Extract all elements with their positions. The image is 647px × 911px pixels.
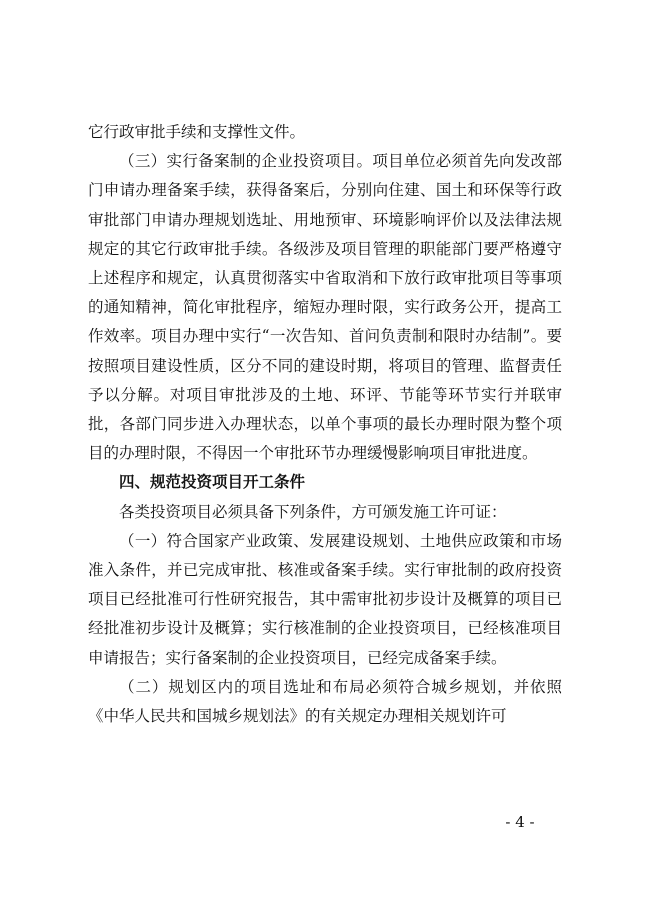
paragraph-continuation: 它行政审批手续和支撑性文件。 [88,123,306,141]
section-heading: 四、规范投资项目开工条件 [119,473,306,492]
body-text [88,118,562,731]
paragraph-filing-projects: （三）实行备案制的企业投资项目。项目单位必须首先向发改部门申请办理备案手续，获得备案后，分别向住建、国土和环保等行政审批部门申请办理规划选址、用地预审、环境影响评价以及法律法规规定的其它行政审批手续。各级涉及项目管理的职能部门要严格遵守上述程序和规定，认真贯彻落实中省取消和下放行政审批项目等事项的通知精神，简化审批程序，缩短办理时限，实行政务公开，提高工作效率。项目办理中实行“一次告知、首问负责制和限时办结制”。要按照项目建设性质，区分不同的建设时期，将项目的管理、监督责任予以分解。对项目审批涉及的土地、环评、节能等环节实行并联审批，各部门同步进入办理状态，以单个事项的最长办理时限为整个项目的办理时限，不得因一个审批环节办理缓慢影响项目审批进度。 [88,152,562,463]
paragraph-intro: 各类投资项目必须具备下列条件，方可颁发施工许可证： [119,502,507,521]
page-number: - 4 - [505,813,535,831]
paragraph-condition-1: （一）符合国家产业政策、发展建设规划、土地供应政策和市场准入条件，并已完成审批、核准或备案手续。实行审批制的政府投资项目已经批准可行性研究报告，其中需审批初步设计及概算的项目已经批准初步设计及概算；实行核准制的企业投资项目，已经核准项目申请报告；实行备案制的企业投资项目，已经完成备案手续。 [88,531,562,667]
paragraph-condition-2: （二）规划区内的项目选址和布局必须符合城乡规划，并依照《中华人民共和国城乡规划法》的有关规定办理相关规划许可 [88,677,562,726]
